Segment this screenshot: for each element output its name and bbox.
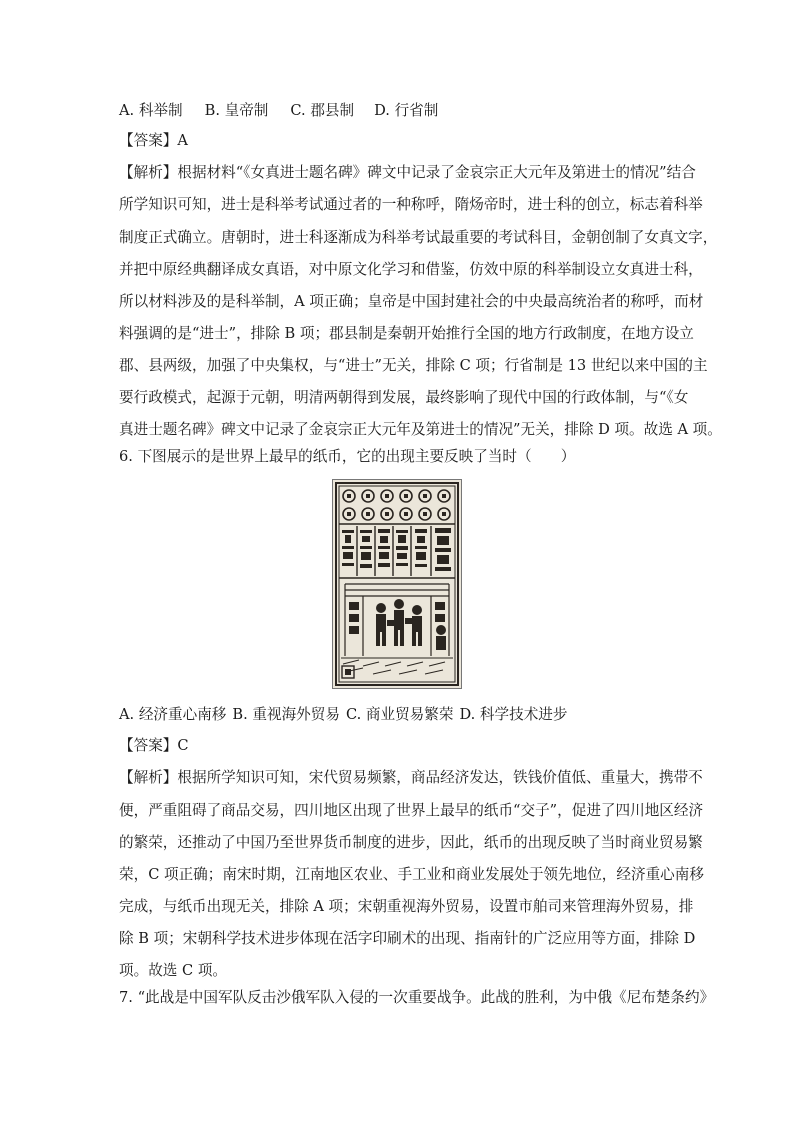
q5-analysis-line: 真进士题名碑》碑文中记录了金哀宗正大元年及第进士的情况”无关，排除 D 项。故选 A 项。 bbox=[119, 421, 722, 438]
q6-options bbox=[119, 705, 568, 725]
q6-analysis-line: 除 B 项；宋朝科学技术进步体现在活字印刷术的出现、指南针的广泛应用等方面，排除 D bbox=[119, 930, 696, 947]
q5-analysis-line: 制度正式确立。唐朝时，进士科逐渐成为科举考试最重要的考试科目，金朝创制了女真文字， bbox=[119, 229, 718, 246]
q5-option-a[interactable]: A. 科举制 bbox=[119, 102, 183, 119]
q5-options bbox=[119, 101, 438, 121]
q6-analysis-line: 便，严重阻碍了商品交易，四川地区出现了世界上最早的纸币“交子”，促进了四川地区经济 bbox=[119, 802, 704, 819]
q6-option-b[interactable]: B. 重视海外贸易 bbox=[232, 706, 340, 723]
q6-option-c[interactable]: C. 商业贸易繁荣 bbox=[345, 706, 454, 723]
q6-analysis-line: 项。故选 C 项。 bbox=[119, 962, 228, 979]
q5-analysis-line: 要行政模式，起源于元朝，明清两朝得到发展，最终影响了现代中国的行政体制，与“《女 bbox=[119, 389, 689, 406]
q7-stem: 7. “此战是中国军队反击沙俄军队入侵的一次重要战争。此战的胜利，为中俄《尼布楚条约》 bbox=[119, 989, 715, 1006]
q5-analysis-line: 并把中原经典翻译成女真语，对中原文化学习和借鉴，仿效中原的科举制设立女真进士科， bbox=[119, 261, 703, 278]
q5-analysis-line: 料强调的是“进士”，排除 B 项；郡县制是秦朝开始推行全国的地方行政制度，在地方设立 bbox=[119, 325, 694, 342]
q5-analysis-line: 【解析】根据材料“《女真进士题名碑》碑文中记录了金哀宗正大元年及第进士的情况”结合 bbox=[119, 164, 696, 181]
jiaozi-banknote-icon bbox=[332, 479, 462, 689]
q5-answer: 【答案】A bbox=[119, 132, 188, 149]
q6-analysis-line: 荣，C 项正确；南宋时期，江南地区农业、手工业和商业发展处于领先地位，经济重心南移 bbox=[119, 866, 704, 883]
q6-analysis-line: 的繁荣，还推动了中国乃至世界货币制度的进步，因此，纸币的出现反映了当时商业贸易繁 bbox=[119, 834, 703, 851]
q5-option-d[interactable]: D. 行省制 bbox=[374, 102, 439, 119]
q5-analysis-line: 所以材料涉及的是科举制，A 项正确；皇帝是中国封建社会的中央最高统治者的称呼，而材 bbox=[119, 293, 704, 310]
q6-stem: 6. 下图展示的是世界上最早的纸币，它的出现主要反映了当时（ ） bbox=[119, 448, 576, 465]
q5-option-c[interactable]: C. 郡县制 bbox=[290, 102, 355, 119]
q6-analysis-line: 完成，与纸币出现无关，排除 A 项；宋朝重视海外贸易，设置市舶司来管理海外贸易，排 bbox=[119, 898, 694, 915]
q5-analysis-line: 所学知识可知，进士是科举考试通过者的一种称呼，隋炀帝时，进士科的创立，标志着科举 bbox=[119, 196, 703, 213]
q6-option-d[interactable]: D. 科学技术进步 bbox=[459, 706, 568, 723]
q6-option-a[interactable]: A. 经济重心南移 bbox=[119, 706, 227, 723]
q5-option-b[interactable]: B. 皇帝制 bbox=[204, 102, 269, 119]
q5-analysis-line: 郡、县两级，加强了中央集权，与“进士”无关，排除 C 项；行省制是 13 世纪以来中国的主 bbox=[119, 357, 708, 374]
q6-analysis-line: 【解析】根据所学知识可知，宋代贸易频繁，商品经济发达，铁钱价值低、重量大，携带不 bbox=[119, 769, 703, 786]
q6-answer: 【答案】C bbox=[119, 737, 189, 754]
